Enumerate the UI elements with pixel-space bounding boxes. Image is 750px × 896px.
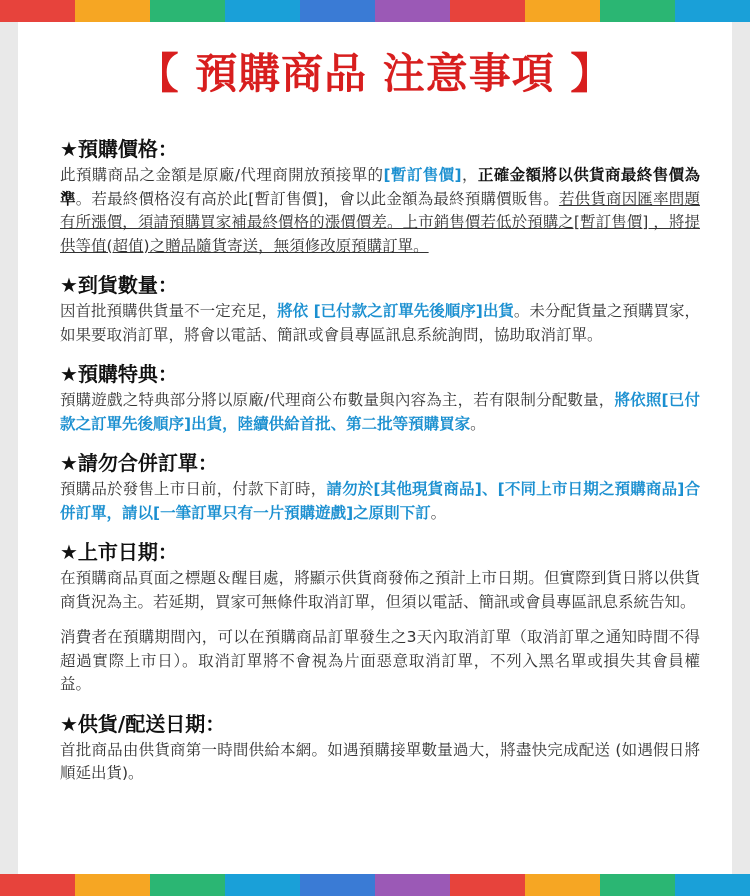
section-delivery-date	[60, 709, 700, 786]
section-heading: ★到貨數量：	[60, 273, 178, 297]
text-run: 。若最終價格沒有高於此[暫訂售價]，會以此金額為最終預購價販售。	[75, 189, 559, 208]
text-run: 。	[430, 503, 447, 522]
stripe-segment	[0, 0, 75, 22]
stripe-segment	[450, 874, 525, 896]
stripe-segment	[600, 0, 675, 22]
bottom-color-stripe	[0, 874, 750, 896]
stripe-segment	[225, 874, 300, 896]
stripe-segment	[675, 0, 750, 22]
section-body: 首批商品由供貨商第一時間供給本網。如遇預購接單數量過大，將盡快完成配送 (如遇假日將順延出貨)。	[60, 740, 700, 782]
stripe-segment	[75, 0, 150, 22]
highlight-text: [暫訂售價]	[383, 166, 462, 184]
page-title: 【 預購商品 注意事項 】	[136, 49, 614, 98]
section-body	[60, 389, 700, 436]
stripe-segment	[450, 0, 525, 22]
underlined-text: 若供貨商因匯率問題有所漲價，須請預購買家補最終價格的漲價價差。上市銷售價若低於預購之[暫訂售價] ，將提供等值(超值)之贈品隨貨寄送，無須修改原預購訂單。	[60, 189, 700, 255]
section-no-merge-orders	[60, 448, 700, 525]
text-run: 因首批預購供貨量不一定充足，	[60, 302, 278, 320]
notice-card	[18, 22, 732, 874]
section-arrival-quantity	[60, 270, 700, 347]
notice-content	[60, 134, 700, 798]
text-run: 。未分配貨量之預購買家，如果要取消訂單，將會以電話、簡訊或會員專區訊息系統詢問，協助取消訂單。	[60, 302, 700, 344]
section-body-cancellation: 消費者在預購期間內，可以在預購商品訂單發生之3天內取消訂單（取消訂單之通知時間不得超過實際上市日）。取消訂單將不會視為片面惡意取消訂單，不列入黑名單或損失其會員權益。	[60, 628, 700, 693]
text-run: ，	[461, 166, 478, 184]
stripe-segment	[225, 0, 300, 22]
stripe-segment	[525, 874, 600, 896]
top-color-stripe	[0, 0, 750, 22]
section-release-date	[60, 537, 700, 697]
section-body	[60, 300, 700, 347]
stripe-segment	[300, 874, 375, 896]
highlight-text: 請勿於[其他現貨商品]、[不同上市日期之預購商品]合併訂單，請以[一筆訂單只有一片預購遊戲]之原則下訂	[60, 480, 700, 522]
section-body	[60, 478, 700, 525]
stripe-segment	[675, 874, 750, 896]
section-body	[60, 164, 700, 258]
stripe-segment	[525, 0, 600, 22]
stripe-segment	[150, 0, 225, 22]
text-run: 預購品於發售上市日前，付款下訂時，	[60, 480, 327, 498]
text-run: 此預購商品之金額是原廠/代理商開放預接單的	[60, 166, 384, 184]
stripe-segment	[600, 874, 675, 896]
stripe-segment	[375, 874, 450, 896]
stripe-segment	[375, 0, 450, 22]
stripe-segment	[300, 0, 375, 22]
stripe-segment	[0, 874, 75, 896]
section-heading: ★預購特典：	[60, 362, 178, 386]
section-preorder-bonus	[60, 359, 700, 436]
highlight-text: 將依 [已付款之訂單先後順序]出貨	[277, 302, 514, 320]
text-run: 。	[470, 414, 486, 433]
text-run: 預購遊戲之特典部分將以原廠/代理商公布數量與內容為主，若有限制分配數量，	[60, 391, 615, 409]
bold-text: 正確金額將以供貨商最終售價為準	[60, 166, 700, 208]
section-preorder-price	[60, 134, 700, 258]
section-heading: ★預購價格：	[60, 137, 178, 161]
stripe-segment	[150, 874, 225, 896]
highlight-text: 將依照[已付款之訂單先後順序]出貨，陸續供給首批、第二批等預購買家	[60, 391, 700, 433]
section-heading: ★供貨/配送日期：	[60, 711, 226, 736]
section-heading: ★請勿合併訂單：	[60, 451, 218, 475]
section-body: 在預購商品頁面之標題＆醒目處，將顯示供貨商發佈之預計上市日期。但實際到貨日將以供貨商貨況為主。若延期，買家可無條件取消訂單，但須以電話、簡訊或會員專區訊息系統告知。	[60, 569, 700, 611]
stripe-segment	[75, 874, 150, 896]
section-heading: ★上市日期：	[60, 540, 178, 564]
